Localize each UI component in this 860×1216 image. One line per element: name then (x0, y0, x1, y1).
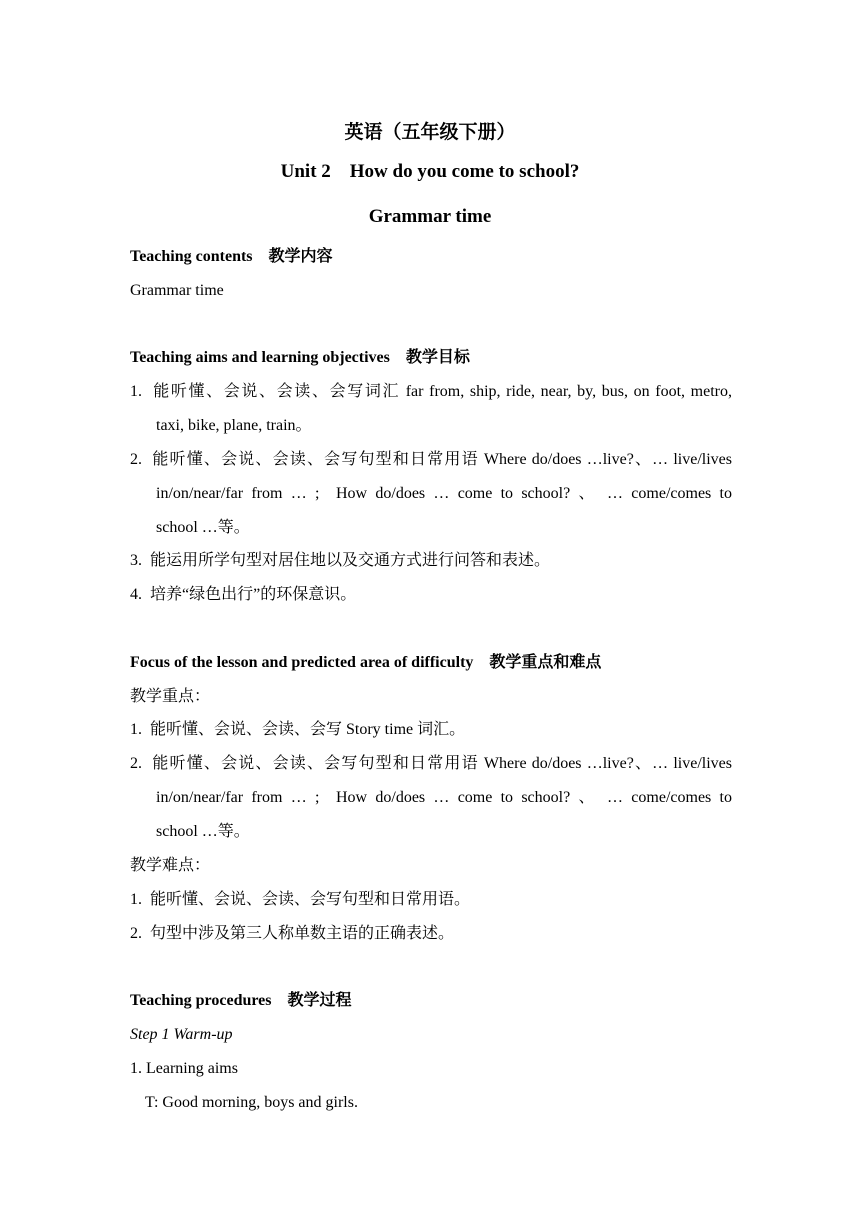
procedure-item-1: 1. Learning aims (130, 1060, 238, 1077)
aims-item-3: 3. 能运用所学句型对居住地以及交通方式进行问答和表述。 (130, 552, 551, 569)
difficulty-label: 教学难点： (130, 857, 211, 874)
key-point-1: 1. 能听懂、会说、会读、会写 Story time 词汇。 (130, 721, 466, 738)
aims-item-1-cont: taxi, bike, plane, train。 (156, 417, 312, 434)
step-1-title: Step 1 Warm-up (130, 1026, 233, 1043)
key-points-label: 教学重点： (130, 688, 211, 705)
contents-heading: Teaching contents 教学内容 (130, 248, 333, 265)
dialogue-line-1: T: Good morning, boys and girls. (145, 1094, 358, 1111)
key-point-2-cont: in/on/near/far from … ; How do/does … come to school? 、 … come/comes to (156, 789, 732, 806)
unit-title: Unit 2 How do you come to school? (280, 161, 580, 182)
key-point-2: 2. 能听懂、会说、会读、会写句型和日常用语 Where do/does …live?、… live/lives (130, 755, 732, 772)
contents-text: Grammar time (130, 282, 224, 299)
aims-item-2-cont: in/on/near/far from … ; How do/does … come to school? 、 … come/comes to (156, 485, 732, 502)
difficulty-1: 1. 能听懂、会说、会读、会写句型和日常用语。 (130, 891, 471, 908)
difficulty-2: 2. 句型中涉及第三人称单数主语的正确表述。 (130, 925, 455, 942)
lesson-title: Grammar time (368, 206, 492, 227)
aims-item-1: 1. 能听懂、会说、会读、会写词汇 far from, ship, ride, near, by, bus, on foot, metro, (130, 383, 732, 400)
aims-item-2-end: school …等。 (156, 519, 250, 536)
focus-heading: Focus of the lesson and predicted area of difficulty 教学重点和难点 (130, 654, 602, 671)
procedures-heading: Teaching procedures 教学过程 (130, 992, 352, 1009)
subject-title: 英语（五年级下册） (344, 122, 516, 143)
aims-item-4: 4. 培养“绿色出行”的环保意识。 (130, 586, 357, 603)
aims-heading: Teaching aims and learning objectives 教学目标 (130, 349, 470, 366)
aims-item-2: 2. 能听懂、会说、会读、会写句型和日常用语 Where do/does …live?、… live/lives (130, 451, 732, 468)
key-point-2-end: school …等。 (156, 823, 250, 840)
